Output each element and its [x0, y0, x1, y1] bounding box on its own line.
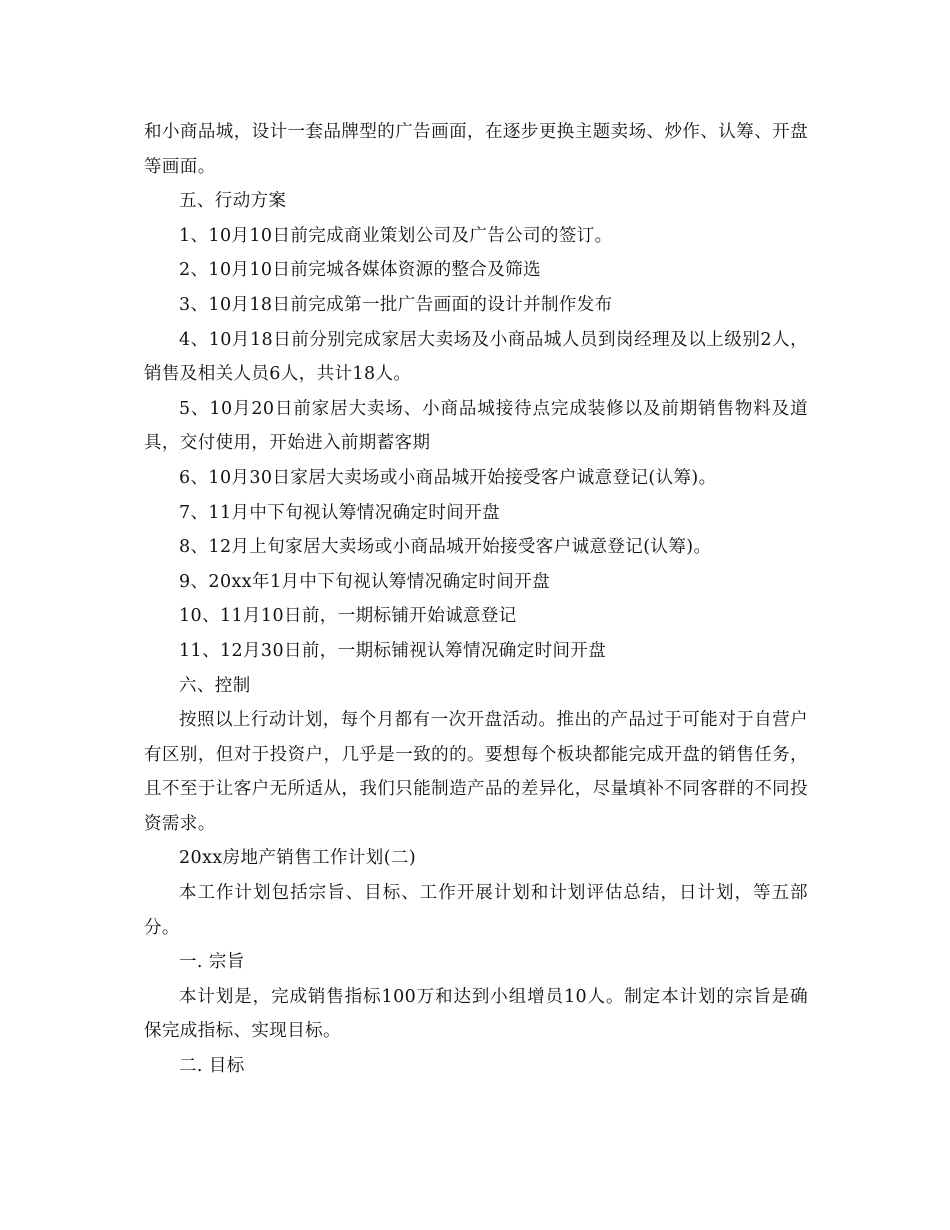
- document-subtitle: 20xx房地产销售工作计划(二): [179, 848, 417, 869]
- section-heading: 五、行动方案: [179, 191, 287, 212]
- list-item: 7、11月中下旬视认筹情况确定时间开盘: [179, 502, 501, 523]
- paragraph: 按照以上行动计划，每个月都有一次开盘活动。推出的产品过于可能对于自营户有区别，但对于投资户，几乎是一致的的。要想每个板块都能完成开盘的销售任务，且不至于让客户无所适从，我们只能制造产品的差异化，尽量填补不同客群的不同投资需求。: [144, 710, 808, 834]
- list-item: 5、10月20日前家居大卖场、小商品城接待点完成装修以及前期销售物料及道具，交付使用，开始进入前期蓄客期: [144, 398, 808, 454]
- list-item: 2、10月10日前完城各媒体资源的整合及筛选: [179, 260, 541, 281]
- paragraph: 和小商品城，设计一套品牌型的广告画面，在逐步更换主题卖场、炒作、认筹、开盘等画面。: [144, 122, 808, 177]
- section-heading: 一. 宗旨: [179, 952, 245, 973]
- list-item: 6、10月30日家居大卖场或小商品城开始接受客户诚意登记(认筹)。: [179, 467, 717, 488]
- section-heading: 六、控制: [179, 675, 251, 696]
- list-item: 3、10月18日前完成第一批广告画面的设计并制作发布: [179, 294, 613, 315]
- paragraph: 本计划是，完成销售指标100万和达到小组增员10人。制定本计划的宗旨是确保完成指标、实现目标。: [144, 986, 808, 1042]
- list-item: 11、12月30日前，一期标铺视认筹情况确定时间开盘: [179, 640, 607, 661]
- list-item: 10、11月10日前，一期标铺开始诚意登记: [179, 606, 517, 627]
- list-item: 9、20xx年1月中下旬视认筹情况确定时间开盘: [179, 571, 550, 592]
- document-body: [144, 115, 808, 1084]
- list-item: 4、10月18日前分别完成家居大卖场及小商品城人员到岗经理及以上级别2人，销售及相关人员6人，共计18人。: [144, 329, 808, 385]
- section-heading: 二. 目标: [179, 1056, 245, 1077]
- paragraph: 本工作计划包括宗旨、目标、工作开展计划和计划评估总结，日计划，等五部分。: [144, 883, 808, 938]
- list-item: 8、12月上旬家居大卖场或小商品城开始接受客户诚意登记(认筹)。: [179, 537, 712, 558]
- list-item: 1、10月10日前完成商业策划公司及广告公司的签订。: [179, 225, 613, 246]
